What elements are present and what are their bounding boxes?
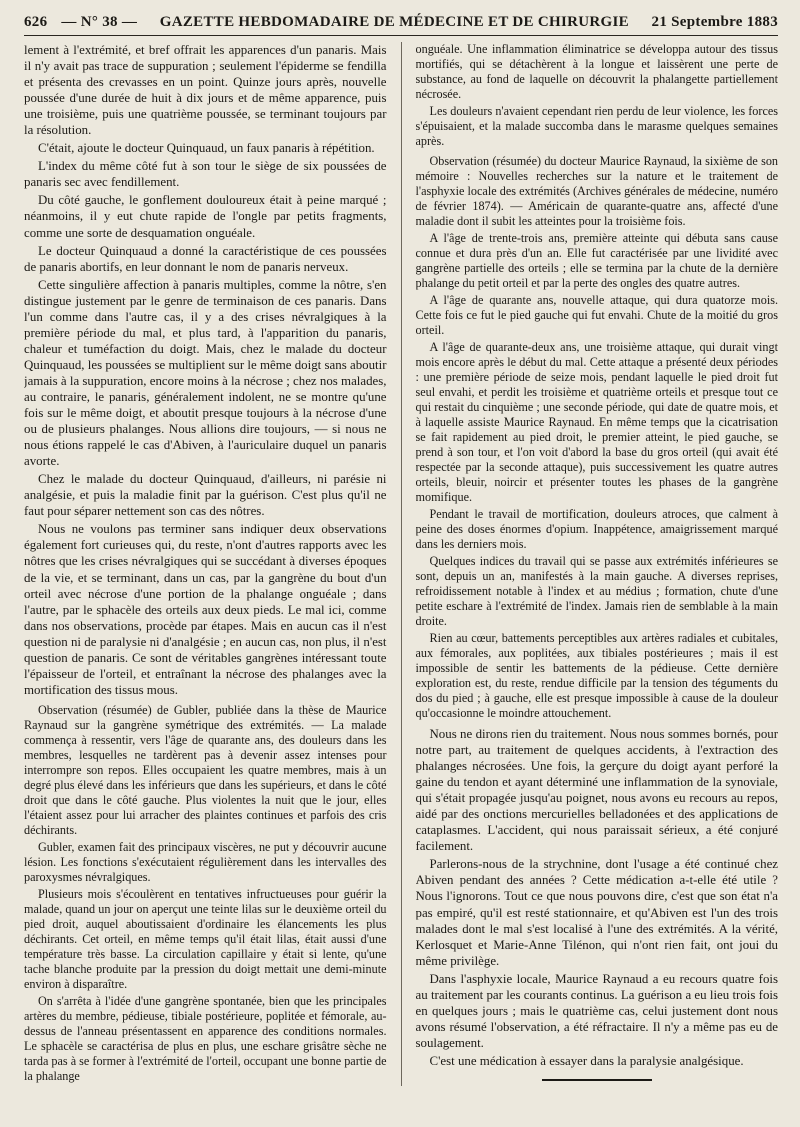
issue-date: 21 Septembre 1883	[651, 14, 778, 30]
page-header	[24, 14, 778, 36]
paragraph: On s'arrêta à l'idée d'une gangrène spontanée, bien que les principales artères du membre, pédieuse, tibiale postérieure, poplitée et fémorale, au-dessus de l'anneau présentassent en apparence des conditions normales. Le sphacèle se caractérisa de plus en plus, une eschare grisâtre sèche ne tarda pas à se former à l'extrémité de l'orteil, occupant une bonne partie de la phalange	[24, 993, 387, 1083]
paragraph: Pendant le travail de mortification, douleurs atroces, que calment à peine des doses énormes d'opium. Inappétence, amaigrissement marqué dans les derniers mois.	[415, 507, 779, 551]
paragraph: lement à l'extrémité, et bref offrait les apparences d'un panaris. Mais il n'y avait pas trace de suppuration ; seulement l'épiderme se fendilla et présenta des crevasses en un point. Quinze jours après, nouvelle poussée d'une durée de huit à dix jours et de même apparence, puis une troisième, puis une quatrième poussée, se terminant toujours par la résolution.	[24, 43, 387, 138]
paragraph: Nous ne dirons rien du traitement. Nous nous sommes bornés, pour notre part, au traitement de quelques accidents, à l'extraction des phalanges nécrosées. Une fois, la gerçure du doigt ayant perforé la gaine du tendon et ayant déterminé une inflammation de la synoviale, qui s'était propagée jusqu'au poignet, nous avons eu recours au repos, aidé par des onctions mercurielles belladonées et des applications de cataplasmes. L'accident, qui nous paraissait sérieux, a été conjuré facilement.	[415, 727, 779, 854]
paragraph: Parlerons-nous de la strychnine, dont l'usage a été continué chez Abiven pendant des années ? Cette médication a-t-elle été utile ? Nous l'ignorons. Tout ce que nous pouvons dire, c'est que son état n'a pas empiré, qu'il est resté stationnaire, et qu'Abiven est l'un des trois malades dont le mal s'est localisé à l'une des extrémités. A la vérité, Kerlosquet et Marie-Anne Tilénon, qui n'ont rien fait, ont joui du même privilège.	[415, 857, 779, 968]
paragraph: Rien au cœur, battements perceptibles aux artères radiales et cubitales, aux fémorales, aux poplitées, aux tibiales postérieures ; mais il est impossible de sentir les battements de la pédieuse. Cette dernière exploration est, du reste, rendue difficile par la tension des téguments du dos du pied ; à gauche, elle est presque impossible à cause de la douleur qu'occasionne le moindre attouchement.	[415, 631, 779, 720]
column-divider	[401, 42, 402, 1086]
closing-rule	[542, 1079, 652, 1081]
paragraph: Observation (résumée) du docteur Maurice Raynaud, la sixième de son mémoire : Nouvelles recherches sur la nature et le traitement de l'asphyxie locale des extrémités (Archives générales de médecine, numéro de février 1874). — Américain de quarante-quatre ans, affecté d'une maladie dont il subit les atteintes pour la troisième fois.	[415, 154, 779, 228]
paragraph: Dans l'asphyxie locale, Maurice Raynaud a eu recours quatre fois au traitement par les courants continus. La guérison a eu lieu trois fois en quelques jours ; mais le quatrième cas, celui justement dont nous avons résumé l'observation, a été réfractaire. Il n'y a même pas eu de soulagement.	[415, 971, 779, 1050]
paragraph: A l'âge de quarante ans, nouvelle attaque, qui dura quatorze mois. Cette fois ce fut le pied gauche qui fut envahi. Chute de la moitié du gros orteil.	[415, 293, 779, 337]
right-column	[416, 42, 779, 1086]
paragraph: C'est une médication à essayer dans la paralysie analgésique.	[429, 1053, 744, 1068]
paragraph: Observation (résumée) de Gubler, publiée dans la thèse de Maurice Raynaud sur la gangrène symétrique des extrémités. — La malade commença à ressentir, vers l'âge de quarante ans, des douleurs dans les membres, lesquelles ne tardèrent pas à devenir assez intenses pour interrompre son repos. Elles occupaient les quatre membres, mais à un degré plus élevé dans les inférieurs que dans les supérieurs, et dans le côté droit que dans le côté gauche. Plus violentes la nuit que le jour, elles l'étaient assez pour lui arracher des plaintes continues et parfois des cris déchirants.	[24, 702, 387, 837]
paragraph: Du côté gauche, le gonflement douloureux était à peine marqué ; néanmoins, il y eut chute rapide de l'ongle par petits fragments, comme une sorte de desquamation onguéale.	[24, 193, 387, 240]
paragraph: L'index du même côté fut à son tour le siège de six poussées de panaris sec avec fendillement.	[24, 159, 387, 190]
paragraph: Le docteur Quinquaud a donné la caractéristique de ces poussées de panaris abortifs, en leur donnant le nom de panaris nerveux.	[24, 243, 387, 274]
paragraph: C'était, ajoute le docteur Quinquaud, un faux panaris à répétition.	[38, 141, 375, 156]
paragraph: Quelques indices du travail qui se passe aux extrémités inférieures se sont, depuis un an, manifestés à la main gauche. A diverses reprises, refroidissement notable à l'index et au médius ; formation, chute d'une petite eschare à l'extrémité de l'index. Jamais rien de semblable à la main droite.	[415, 554, 779, 628]
paragraph: A l'âge de trente-trois ans, première atteinte qui débuta sans cause connue et dura près d'un an. Elle fut caractérisée par une lividité avec gangrène partielle des orteils ; elle se termina par la chute de la dernière phalange du petit orteil et par la perte des ongles des quatre autres.	[415, 231, 779, 290]
paragraph: Nous ne voulons pas terminer sans indiquer deux observations également fort curieuses qui, du reste, n'ont d'autres rapports avec les nôtres que les crises névralgiques qui se succédant à diverses époques de la vie, et se terminant, dans un cas, par la gangrène du bout d'un orteil avec nécrose d'une portion de la phalange onguéale ; dans l'autre, par le sphacèle des orteils aux deux pieds. Le mal ici, comme dans nos observations, procède par étapes. Mais en aucun cas il n'est question ni de paralysie ni d'analgésie ; en aucun cas, non plus, il n'est question de panaris. Ce sont de véritables gangrènes intéressant toute l'épaisseur de l'orteil, et entraînant la nécrose des phalanges avec la mortification des tissus mous.	[24, 522, 387, 697]
paragraph: A l'âge de quarante-deux ans, une troisième attaque, qui durait vingt mois encore après le début du mal. Cette attaque a présenté deux périodes : une première période de seize mois, pendant laquelle le pied droit fut seul envahi, et perdit les troisième et quatrième orteils et presque tout ce qui restait du cinquième ; une seconde période, qui date de quatre mois, et à laquelle assiste Maurice Raynaud. En même temps que la cicatrisation se fait rapidement au pied droit, le premier atteint, le pied gauche, se prend à son tour, et l'on voit d'abord la base du gros orteil (qui avait été respectée par la seconde attaque), puis successivement les quatre autres orteils, bleuir, noircir et présenter toutes les phases de la gangrène momifique.	[415, 340, 779, 504]
paragraph: onguéale. Une inflammation éliminatrice se développa autour des tissus mortifiés, qui se détachèrent à la longue et laissèrent une perte de substance, au fond de laquelle on découvrit la phalangette partiellement nécrosée.	[415, 42, 779, 101]
issue-number: — N° 38 —	[61, 14, 138, 30]
left-column	[24, 42, 387, 1086]
paragraph: Chez le malade du docteur Quinquaud, d'ailleurs, ni parésie ni analgésie, et puis la maladie finit par la guérison. C'est plus qu'il ne faut pour séparer nettement son cas des nôtres.	[24, 472, 387, 519]
paragraph: Cette singulière affection à panaris multiples, comme la nôtre, s'en distingue justement par le genre de terminaison de ces panaris. Dans l'un comme dans l'autre cas, il y a des crises névralgiques à la première période du mal, et plus tard, à l'apparition du panaris, chaleur et tuméfaction du doigt. Mais, chez le malade du docteur Quinquaud, les poussées se multiplient sur le même doigt sans aboutir jamais à la suppuration, encore moins à la nécrose ; chez nos malades, au contraire, le panaris, généralement indolent, ne se montre qu'une fois sur le même doigt, et aboutit presque toujours à la nécrose d'une ou de plusieurs phalanges. Nous allions dire toujours, — si nous ne nous étions rappelé le cas d'Abiven, à l'auriculaire duquel un panaris avorte.	[24, 277, 387, 469]
text-columns	[24, 42, 778, 1086]
page-number: 626	[24, 14, 48, 30]
paragraph: Les douleurs n'avaient cependant rien perdu de leur violence, les forces s'épuisaient, et la malade succomba dans le marasme quelques semaines après.	[415, 104, 779, 148]
paragraph: Gubler, examen fait des principaux viscères, ne put y découvrir aucune lésion. Les fonctions s'exécutaient régulièrement dans les intervalles des paroxysmes névralgiques.	[24, 839, 387, 884]
paragraph: Plusieurs mois s'écoulèrent en tentatives infructueuses pour guérir la malade, quand un jour on aperçut une teinte lilas sur le deuxième orteil du pied droit, auquel aboutissaient d'ordinaire les élancements les plus déchirants. Cet orteil, en même temps qu'il était lilas, était aussi d'une température très basse. La circulation capillaire y était si lente, qu'une tache blanche produite par la pression du doigt mettait une demi-minute environ à disparaître.	[24, 886, 387, 991]
journal-title: GAZETTE HEBDOMADAIRE DE MÉDECINE ET DE CHIRURGIE	[159, 14, 629, 30]
